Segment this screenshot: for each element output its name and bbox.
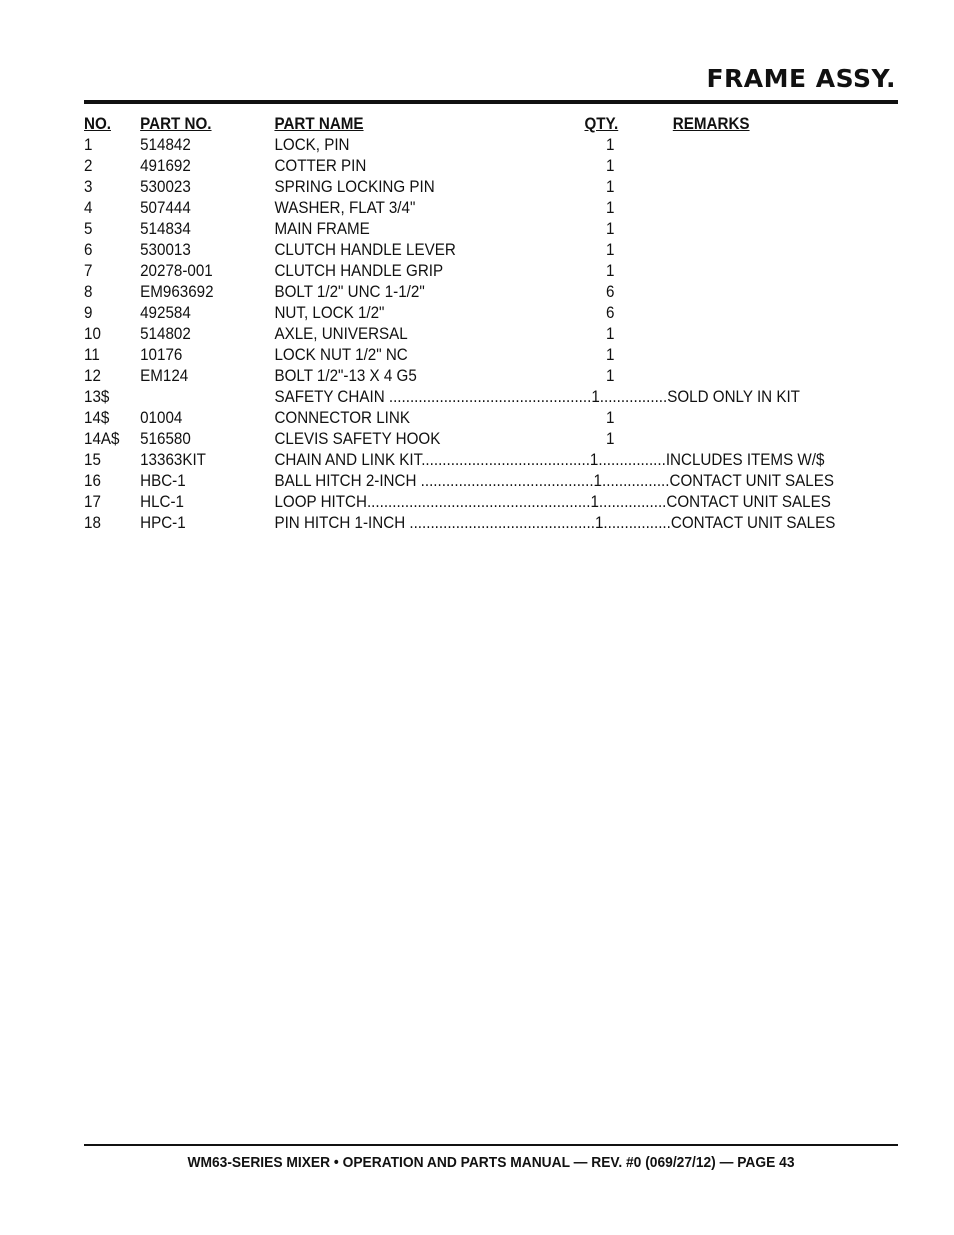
cell-no: 8 <box>84 283 93 301</box>
cell-part-no: 516580 <box>140 430 191 448</box>
table-row <box>84 324 811 345</box>
cell-no: 13$ <box>84 388 110 406</box>
cell-part-name: PIN HITCH 1-INCH ............................................1................CONTACT UNIT SALES <box>274 514 836 532</box>
header-rule <box>84 100 898 104</box>
cell-qty: 1 <box>606 262 615 280</box>
page-title: FRAME ASSY. <box>706 64 896 93</box>
cell-no: 14$ <box>84 409 110 427</box>
header-part-name: PART NAME <box>274 115 364 133</box>
cell-part-name: CONNECTOR LINK <box>274 409 410 427</box>
cell-part-no: HBC-1 <box>140 472 186 490</box>
table-row <box>84 261 811 282</box>
cell-part-no: 530013 <box>140 241 191 259</box>
cell-no: 10 <box>84 325 101 343</box>
cell-part-no: 514802 <box>140 325 191 343</box>
table-row <box>84 303 811 324</box>
table-body <box>84 135 874 534</box>
cell-part-no: 507444 <box>140 199 191 217</box>
footer-rule <box>84 1144 898 1146</box>
cell-no: 6 <box>84 241 93 259</box>
cell-no: 4 <box>84 199 93 217</box>
cell-no: 5 <box>84 220 93 238</box>
cell-part-no: 01004 <box>140 409 183 427</box>
cell-no: 14A$ <box>84 430 120 448</box>
cell-qty: 1 <box>606 325 615 343</box>
table-row <box>84 198 811 219</box>
cell-qty: 1 <box>606 178 615 196</box>
cell-part-name: COTTER PIN <box>274 157 367 175</box>
cell-part-name: BALL HITCH 2-INCH .........................................1................CONTACT UNIT SALES <box>274 472 834 490</box>
cell-part-name: SAFETY CHAIN ................................................1................SOLD ONLY IN KIT <box>274 388 800 406</box>
table-header-row <box>84 114 811 135</box>
table-row <box>84 387 811 408</box>
footer-text: WM63-SERIES MIXER • OPERATION AND PARTS MANUAL — REV. #0 (069/27/12) — PAGE 43 <box>187 1154 795 1171</box>
cell-part-no: HPC-1 <box>140 514 186 532</box>
table-row <box>84 471 834 492</box>
table-row <box>84 282 811 303</box>
cell-part-no: 514842 <box>140 136 191 154</box>
cell-qty: 6 <box>606 304 615 322</box>
cell-qty: 1 <box>606 241 615 259</box>
cell-no: 2 <box>84 157 93 175</box>
cell-part-no: 10176 <box>140 346 183 364</box>
cell-qty: 1 <box>606 136 615 154</box>
table-row <box>84 156 811 177</box>
cell-part-name: LOCK, PIN <box>274 136 350 154</box>
cell-no: 15 <box>84 451 101 469</box>
cell-no: 9 <box>84 304 93 322</box>
cell-qty: 1 <box>606 346 615 364</box>
cell-qty: 1 <box>606 409 615 427</box>
cell-part-name: BOLT 1/2"-13 X 4 G5 <box>274 367 417 385</box>
header-remarks: REMARKS <box>672 115 750 133</box>
cell-part-name: CHAIN AND LINK KIT........................................1................INCLUDES ITEMS W/$ <box>274 451 825 469</box>
table-row <box>84 177 811 198</box>
cell-qty: 1 <box>606 220 615 238</box>
cell-qty: 1 <box>606 199 615 217</box>
cell-qty: 1 <box>606 157 615 175</box>
table-row <box>84 219 811 240</box>
cell-no: 7 <box>84 262 93 280</box>
table-row <box>84 492 831 513</box>
table-row <box>84 240 811 261</box>
parts-table <box>84 114 874 534</box>
cell-part-name: NUT, LOCK 1/2" <box>274 304 385 322</box>
cell-no: 1 <box>84 136 93 154</box>
cell-part-no: 20278-001 <box>140 262 213 280</box>
cell-part-name: LOOP HITCH.....................................................1................CONTACT UNIT SALES <box>274 493 831 511</box>
cell-no: 12 <box>84 367 101 385</box>
cell-part-no: EM124 <box>140 367 189 385</box>
cell-part-no: 514834 <box>140 220 191 238</box>
cell-part-name: CLUTCH HANDLE GRIP <box>274 262 444 280</box>
table-row <box>84 135 811 156</box>
cell-part-name: BOLT 1/2" UNC 1-1/2" <box>274 283 425 301</box>
cell-part-no: EM963692 <box>140 283 214 301</box>
table-row <box>84 366 811 387</box>
cell-part-name: CLUTCH HANDLE LEVER <box>274 241 456 259</box>
cell-part-name: MAIN FRAME <box>274 220 370 238</box>
table-row <box>84 345 811 366</box>
table-row <box>84 429 811 450</box>
cell-qty: 1 <box>606 430 615 448</box>
cell-part-name: WASHER, FLAT 3/4" <box>274 199 416 217</box>
cell-part-no: HLC-1 <box>140 493 184 511</box>
cell-part-no: 492584 <box>140 304 191 322</box>
cell-no: 11 <box>84 346 100 364</box>
table-row <box>84 513 836 534</box>
cell-part-no: 13363KIT <box>140 451 206 469</box>
cell-part-name: SPRING LOCKING PIN <box>274 178 435 196</box>
cell-part-no: 530023 <box>140 178 191 196</box>
cell-part-no: 491692 <box>140 157 191 175</box>
cell-no: 3 <box>84 178 93 196</box>
header-part-no: PART NO. <box>140 115 212 133</box>
table-row <box>84 450 825 471</box>
cell-part-name: AXLE, UNIVERSAL <box>274 325 408 343</box>
table-row <box>84 408 811 429</box>
cell-part-name: LOCK NUT 1/2" NC <box>274 346 408 364</box>
cell-qty: 1 <box>606 367 615 385</box>
header-qty: QTY. <box>584 115 619 133</box>
header-no: NO. <box>84 115 111 133</box>
cell-part-name: CLEVIS SAFETY HOOK <box>274 430 441 448</box>
cell-no: 16 <box>84 472 101 490</box>
cell-qty: 6 <box>606 283 615 301</box>
cell-no: 18 <box>84 514 101 532</box>
cell-no: 17 <box>84 493 101 511</box>
